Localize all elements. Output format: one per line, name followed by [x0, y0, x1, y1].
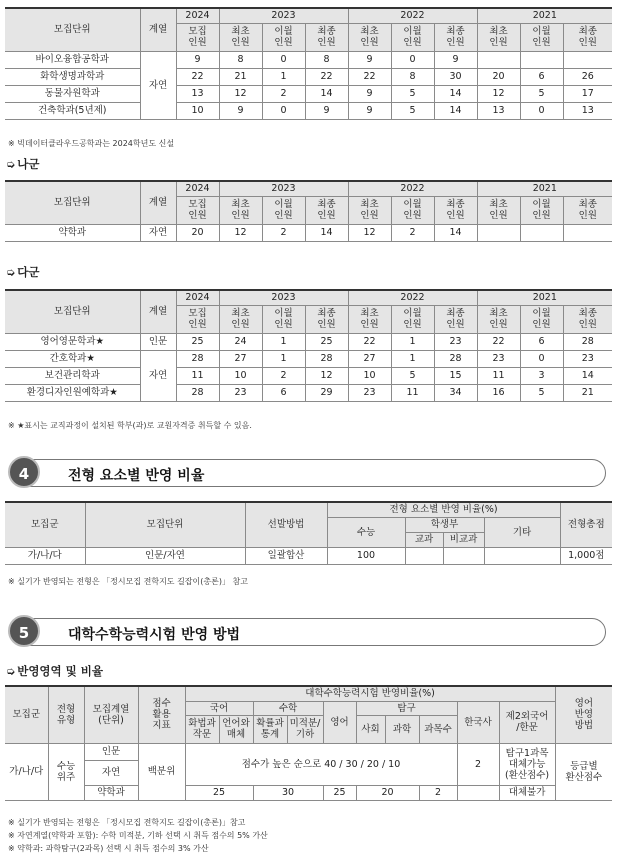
header-2024: 2024 [176, 290, 219, 305]
field-cell: 자연 [84, 760, 138, 785]
note-1: ※ 실기가 반영되는 전형은 「정시모집 전학지도 길잡이(총론)」참고 [8, 818, 246, 827]
header-carry: 이월 인원 [520, 196, 563, 224]
header-final: 최종 인원 [434, 305, 477, 333]
unit-cell: 약학과 [5, 224, 140, 241]
value-cell: 21 [219, 68, 262, 85]
header-unit: 모집단위 [85, 502, 245, 547]
value-cell: 8 [391, 68, 434, 85]
value-cell: 28 [563, 333, 612, 350]
value-cell: 29 [305, 384, 348, 401]
index-cell: 백분위 [138, 743, 185, 800]
value-cell: 34 [434, 384, 477, 401]
unit-cell: 간호학과★ [5, 350, 140, 367]
unit-cell: 화학생명과학과 [5, 68, 140, 85]
note-3: ※ 약학과: 과학탐구(2과목) 선택 시 취득 점수의 3% 가산 [8, 844, 209, 853]
header-social: 사회 [356, 715, 385, 743]
table-row [5, 785, 612, 800]
header-science: 과학 [385, 715, 419, 743]
value-cell: 12 [305, 367, 348, 384]
value-cell: 21 [563, 384, 612, 401]
unit-cell: 영어영문학과★ [5, 333, 140, 350]
heading-text: 반영영역 및 비율 [17, 664, 103, 678]
header-unit: 모집단위 [5, 290, 140, 333]
section-number-badge: 4 [8, 456, 40, 488]
field-cell: 자연 [140, 51, 176, 119]
value-cell: 8 [219, 51, 262, 68]
header-total: 전형총점 [560, 502, 612, 547]
unit-cell: 바이오융합공학과 [5, 51, 140, 68]
header-final: 최종 인원 [563, 305, 612, 333]
value-cell: 2 [262, 224, 305, 241]
value-cell: 11 [176, 367, 219, 384]
header-2021: 2021 [477, 290, 612, 305]
table-row [5, 68, 612, 85]
ratio-text-cell: 점수가 높은 순으로 40 / 30 / 20 / 10 [185, 743, 457, 785]
header-field: 계열 [140, 290, 176, 333]
value-cell [520, 224, 563, 241]
header-field-unit: 모집계열 (단위) [84, 686, 138, 743]
csat-cell: 100 [327, 547, 405, 564]
value-cell: 0 [262, 51, 305, 68]
math-cell: 30 [253, 785, 323, 800]
header-2022: 2022 [348, 290, 477, 305]
header-final: 최종 인원 [305, 196, 348, 224]
csat-reflection-table [5, 685, 612, 801]
header-ratio: 전형 요소별 반영 비율(%) [327, 502, 560, 517]
header-score-index: 점수 활용 지표 [138, 686, 185, 743]
value-cell: 13 [176, 85, 219, 102]
field-cell: 약학과 [84, 785, 138, 800]
value-cell: 16 [477, 384, 520, 401]
table-row [5, 333, 612, 350]
note-2: ※ 자연계열(약학과 포함): 수학 미적분, 기하 선택 시 취득 점수의 5% 가산 [8, 831, 268, 840]
value-cell: 9 [348, 102, 391, 119]
header-history: 한국사 [457, 701, 499, 743]
heading-text: 나군 [17, 157, 40, 171]
value-cell: 27 [348, 350, 391, 367]
value-cell: 28 [176, 350, 219, 367]
section-4-banner [8, 456, 608, 490]
value-cell: 0 [262, 102, 305, 119]
group-cell: 가/나/다 [5, 743, 48, 800]
header-first: 최초 인원 [348, 23, 391, 51]
value-cell: 5 [391, 85, 434, 102]
value-cell: 23 [348, 384, 391, 401]
value-cell: 28 [305, 350, 348, 367]
header-carry: 이월 인원 [391, 305, 434, 333]
header-field: 계열 [140, 181, 176, 224]
value-cell: 1 [391, 333, 434, 350]
table-row [5, 384, 612, 401]
value-cell: 22 [176, 68, 219, 85]
field-cell: 인문 [140, 333, 176, 350]
selection-ratio-table [5, 501, 612, 565]
header-final: 최종 인원 [434, 196, 477, 224]
value-cell: 9 [219, 102, 262, 119]
unit-cell: 동물자원학과 [5, 85, 140, 102]
value-cell: 12 [219, 85, 262, 102]
value-cell: 8 [305, 51, 348, 68]
value-cell: 14 [434, 224, 477, 241]
value-cell: 0 [520, 102, 563, 119]
value-cell: 6 [520, 68, 563, 85]
arrow-icon: ➭ [6, 158, 16, 171]
value-cell: 5 [391, 102, 434, 119]
value-cell: 6 [520, 333, 563, 350]
value-cell: 13 [477, 102, 520, 119]
value-cell: 13 [563, 102, 612, 119]
english-method-cell: 등급별 환산점수 [555, 743, 612, 800]
header-2023: 2023 [219, 8, 348, 23]
value-cell: 12 [219, 224, 262, 241]
value-cell: 30 [434, 68, 477, 85]
arrow-icon: ➭ [6, 665, 16, 678]
value-cell: 5 [391, 367, 434, 384]
header-2022: 2022 [348, 181, 477, 196]
header-final: 최종 인원 [305, 23, 348, 51]
value-cell: 9 [434, 51, 477, 68]
value-cell: 5 [520, 384, 563, 401]
header-group: 모집군 [5, 686, 48, 743]
value-cell: 10 [348, 367, 391, 384]
header-final: 최종 인원 [434, 23, 477, 51]
heading-na-group [6, 156, 39, 172]
admission-stats-table-da [5, 289, 612, 402]
value-cell: 14 [434, 85, 477, 102]
value-cell [477, 51, 520, 68]
header-second-lang: 제2외국어 /한문 [499, 701, 555, 743]
header-first: 최초 인원 [219, 196, 262, 224]
value-cell [477, 224, 520, 241]
history-cell [457, 785, 499, 800]
header-carry: 이월 인원 [262, 196, 305, 224]
header-recruit: 모집 인원 [176, 305, 219, 333]
value-cell: 28 [176, 384, 219, 401]
value-cell: 10 [176, 102, 219, 119]
value-cell: 2 [391, 224, 434, 241]
header-carry: 이월 인원 [391, 23, 434, 51]
value-cell: 11 [391, 384, 434, 401]
header-unit: 모집단위 [5, 181, 140, 224]
header-probability: 확률과 통계 [253, 715, 287, 743]
table-row [5, 350, 612, 367]
table-row [5, 367, 612, 384]
nonsubject-cell [443, 547, 484, 564]
header-carry: 이월 인원 [520, 305, 563, 333]
total-cell: 1,000점 [560, 547, 612, 564]
value-cell: 22 [477, 333, 520, 350]
value-cell: 1 [262, 350, 305, 367]
value-cell: 17 [563, 85, 612, 102]
header-calculus: 미적분/ 기하 [287, 715, 323, 743]
header-recruit: 모집 인원 [176, 196, 219, 224]
table-row [5, 51, 612, 68]
header-csat-ratio: 대학수학능력시험 반영비율(%) [185, 686, 555, 701]
type-cell: 수능 위주 [48, 743, 84, 800]
value-cell: 25 [176, 333, 219, 350]
header-final: 최종 인원 [563, 23, 612, 51]
header-final: 최종 인원 [563, 196, 612, 224]
header-count: 과목수 [419, 715, 457, 743]
heading-text: 다군 [17, 265, 40, 279]
header-english: 영어 [323, 701, 356, 743]
value-cell: 1 [262, 333, 305, 350]
inquiry-cell: 20 [356, 785, 419, 800]
value-cell: 1 [391, 350, 434, 367]
header-language-media: 언어와 매체 [219, 715, 253, 743]
value-cell: 22 [348, 333, 391, 350]
value-cell: 22 [305, 68, 348, 85]
value-cell: 12 [348, 224, 391, 241]
field-cell: 인문 [84, 743, 138, 760]
header-2024: 2024 [176, 8, 219, 23]
value-cell: 23 [219, 384, 262, 401]
value-cell: 22 [348, 68, 391, 85]
value-cell: 24 [219, 333, 262, 350]
value-cell: 9 [348, 85, 391, 102]
note-teacher-course: ※ ★표시는 교직과정이 설치된 학부(과)로 교원자격증 취득할 수 있음. [8, 421, 252, 430]
value-cell: 27 [219, 350, 262, 367]
header-type: 전형 유형 [48, 686, 84, 743]
value-cell [563, 224, 612, 241]
header-carry: 이월 인원 [520, 23, 563, 51]
header-carry: 이월 인원 [391, 196, 434, 224]
value-cell: 14 [305, 85, 348, 102]
value-cell: 15 [434, 367, 477, 384]
value-cell: 2 [262, 85, 305, 102]
header-record: 학생부 [405, 517, 484, 532]
header-unit: 모집단위 [5, 8, 140, 51]
second-lang-cell: 대체불가 [499, 785, 555, 800]
header-2024: 2024 [176, 181, 219, 196]
count-cell: 2 [457, 743, 499, 785]
value-cell: 14 [305, 224, 348, 241]
note-practical: ※ 실기가 반영되는 전형은 「정시모집 전학지도 길잡이(총론)」 참고 [8, 577, 248, 586]
header-subject: 교과 [405, 532, 443, 547]
table-row [5, 224, 612, 241]
unit-cell: 보건관리학과 [5, 367, 140, 384]
header-carry: 이월 인원 [262, 23, 305, 51]
field-cell: 자연 [140, 350, 176, 401]
section-5-banner [8, 615, 608, 649]
value-cell: 12 [477, 85, 520, 102]
field-cell: 자연 [140, 224, 176, 241]
header-method: 선발방법 [245, 502, 327, 547]
unit-cell: 건축학과(5년제) [5, 102, 140, 119]
value-cell: 2 [262, 367, 305, 384]
header-first: 최초 인원 [477, 23, 520, 51]
value-cell: 0 [520, 350, 563, 367]
header-2021: 2021 [477, 8, 612, 23]
header-english-method: 영어 반영 방법 [555, 686, 612, 743]
header-carry: 이월 인원 [262, 305, 305, 333]
heading-da-group [6, 264, 39, 280]
header-2021: 2021 [477, 181, 612, 196]
value-cell: 23 [563, 350, 612, 367]
unit-cell: 인문/자연 [85, 547, 245, 564]
value-cell: 3 [520, 367, 563, 384]
arrow-icon: ➭ [6, 266, 16, 279]
unit-cell: 환경디자인원예학과★ [5, 384, 140, 401]
table-row [5, 547, 612, 564]
header-first: 최초 인원 [219, 23, 262, 51]
value-cell: 9 [305, 102, 348, 119]
english-cell: 25 [323, 785, 356, 800]
value-cell: 14 [563, 367, 612, 384]
table-row [5, 743, 612, 760]
header-2023: 2023 [219, 290, 348, 305]
header-inquiry: 탐구 [356, 701, 457, 715]
value-cell: 25 [305, 333, 348, 350]
header-final: 최종 인원 [305, 305, 348, 333]
method-cell: 일괄합산 [245, 547, 327, 564]
value-cell: 23 [477, 350, 520, 367]
value-cell: 28 [434, 350, 477, 367]
section-number-badge: 5 [8, 615, 40, 647]
value-cell: 26 [563, 68, 612, 85]
header-2023: 2023 [219, 181, 348, 196]
korean-cell: 25 [185, 785, 253, 800]
count-cell: 2 [419, 785, 457, 800]
table-row [5, 85, 612, 102]
header-nonsubject: 비교과 [443, 532, 484, 547]
header-first: 최초 인원 [219, 305, 262, 333]
header-korean: 국어 [185, 701, 253, 715]
header-2022: 2022 [348, 8, 477, 23]
admission-stats-table-na [5, 180, 612, 242]
value-cell: 9 [176, 51, 219, 68]
value-cell [520, 51, 563, 68]
note-new-major: ※ 빅데이터클라우드공학과는 2024학년도 신설 [8, 139, 175, 148]
section-title: 대학수학능력시험 반영 방법 [68, 627, 241, 643]
etc-cell [484, 547, 560, 564]
header-speech-writing: 화법과 작문 [185, 715, 219, 743]
header-group: 모집군 [5, 502, 85, 547]
header-first: 최초 인원 [477, 196, 520, 224]
header-math: 수학 [253, 701, 323, 715]
value-cell: 6 [262, 384, 305, 401]
value-cell: 10 [219, 367, 262, 384]
value-cell: 0 [391, 51, 434, 68]
header-first: 최초 인원 [348, 196, 391, 224]
subject-cell [405, 547, 443, 564]
header-first: 최초 인원 [348, 305, 391, 333]
value-cell: 9 [348, 51, 391, 68]
value-cell: 14 [434, 102, 477, 119]
group-cell: 가/나/다 [5, 547, 85, 564]
table-row [5, 102, 612, 119]
value-cell: 23 [434, 333, 477, 350]
value-cell: 20 [477, 68, 520, 85]
value-cell: 11 [477, 367, 520, 384]
section-title: 전형 요소별 반영 비율 [68, 468, 205, 484]
value-cell: 20 [176, 224, 219, 241]
heading-reflection [6, 663, 103, 679]
header-field: 계열 [140, 8, 176, 51]
header-csat: 수능 [327, 517, 405, 547]
value-cell: 1 [262, 68, 305, 85]
header-first: 최초 인원 [477, 305, 520, 333]
admission-stats-table-1 [5, 7, 612, 120]
header-etc: 기타 [484, 517, 560, 547]
second-lang-cell: 탐구1과목 대체가능 (환산점수) [499, 743, 555, 785]
header-recruit: 모집 인원 [176, 23, 219, 51]
value-cell [563, 51, 612, 68]
value-cell: 5 [520, 85, 563, 102]
